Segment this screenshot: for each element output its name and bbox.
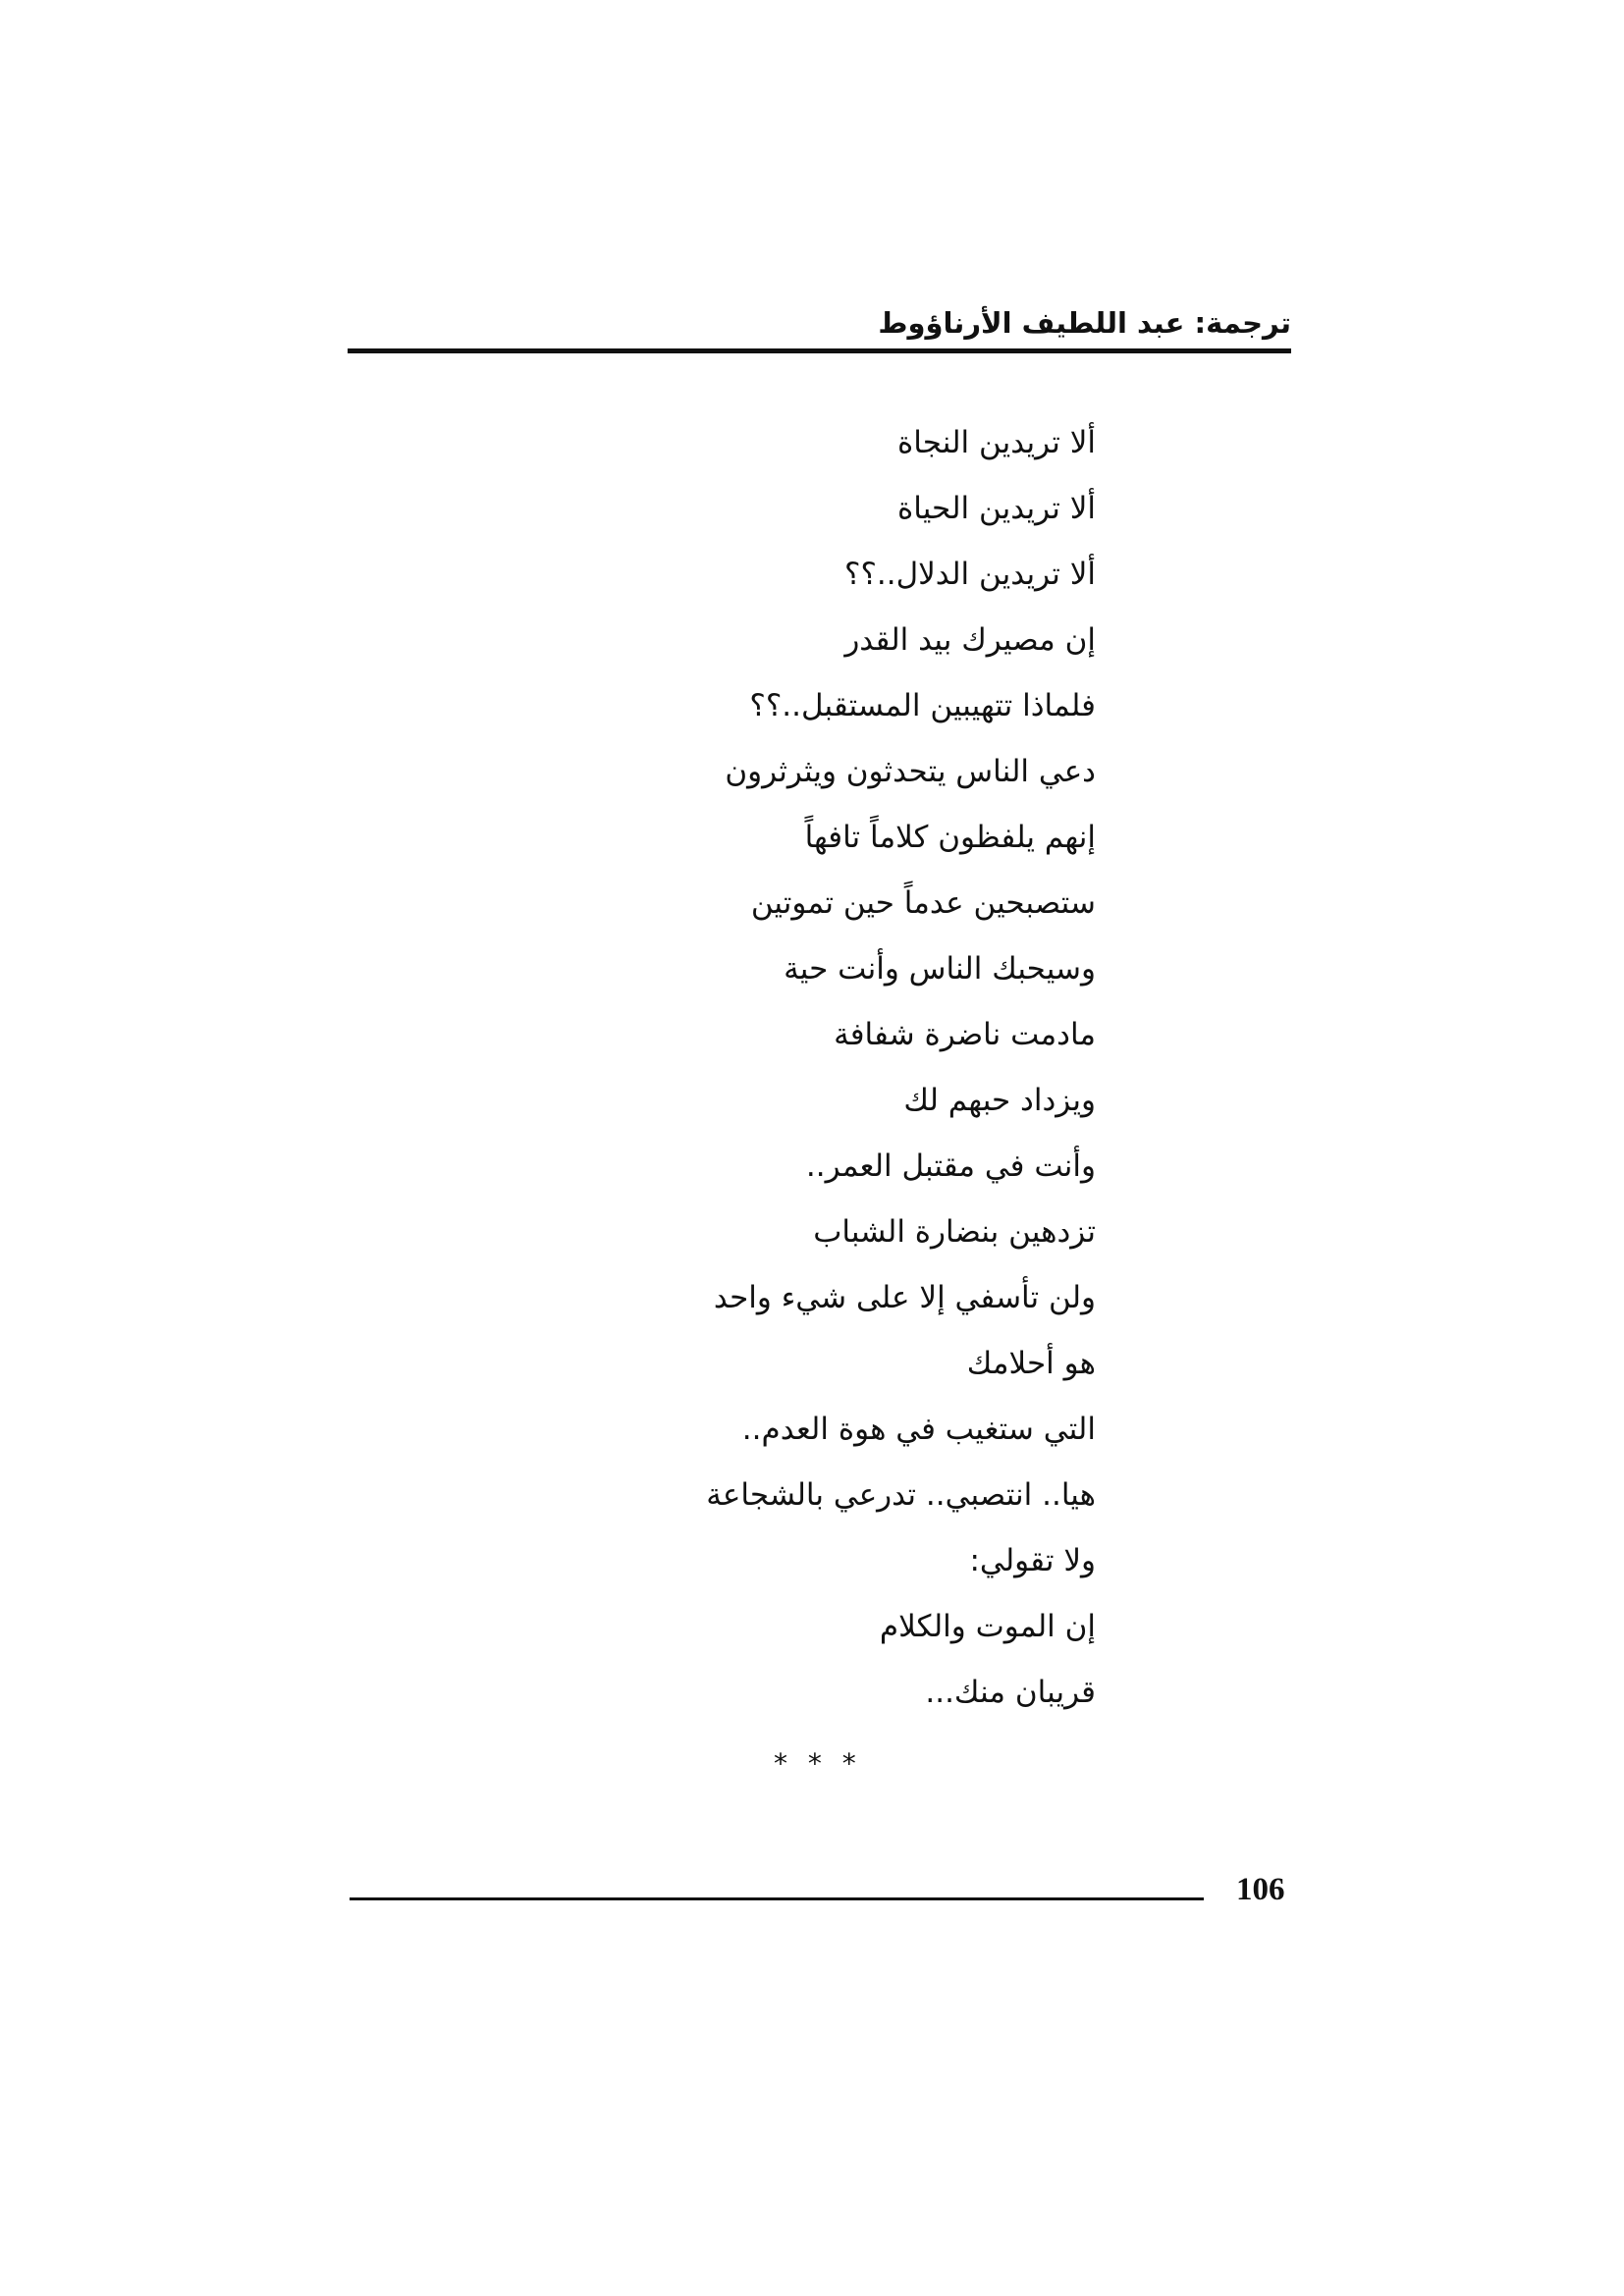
section-separator: * * * — [774, 1747, 862, 1780]
poem-line: هو أحلامك — [966, 1346, 1096, 1381]
poem — [706, 410, 1096, 1726]
poem-line: ألا تريدين النجاة — [897, 425, 1096, 460]
poem-line: تزدهين بنضارة الشباب — [813, 1214, 1096, 1250]
poem-line: وأنت في مقتبل العمر.. — [805, 1148, 1096, 1184]
poem-line: فلماذا تتهيبين المستقبل..؟؟ — [749, 688, 1096, 723]
poem-line: ولن تأسفي إلا على شيء واحد — [713, 1280, 1096, 1315]
poem-line: قريبان منك... — [925, 1675, 1096, 1710]
poem-line: ويزداد حبهم لك — [903, 1083, 1096, 1118]
poem-line: ألا تريدين الدلال..؟؟ — [843, 557, 1096, 592]
page-number: 106 — [1236, 1872, 1285, 1907]
poem-line: هيا.. انتصبي.. تدرعي بالشجاعة — [706, 1477, 1096, 1513]
header-divider — [348, 348, 1291, 353]
poem-line: ولا تقولي: — [969, 1543, 1096, 1578]
poem-line: وسيحبك الناس وأنت حية — [784, 951, 1096, 987]
poem-line: مادمت ناضرة شفافة — [834, 1017, 1096, 1052]
footer-divider — [350, 1897, 1204, 1900]
running-header: ترجمة: عبد اللطيف الأرناؤوط — [878, 306, 1291, 340]
poem-line: إنهم يلفظون كلاماً تافهاً — [804, 820, 1096, 855]
poem-line: التي ستغيب في هوة العدم.. — [741, 1412, 1096, 1447]
poem-line: إن الموت والكلام — [879, 1609, 1096, 1644]
poem-line: دعي الناس يتحدثون ويثرثرون — [725, 754, 1096, 789]
poem-line: إن مصيرك بيد القدر — [844, 622, 1096, 658]
poem-line: ألا تريدين الحياة — [897, 491, 1096, 526]
poem-line: ستصبحين عدماً حين تموتين — [750, 885, 1096, 921]
